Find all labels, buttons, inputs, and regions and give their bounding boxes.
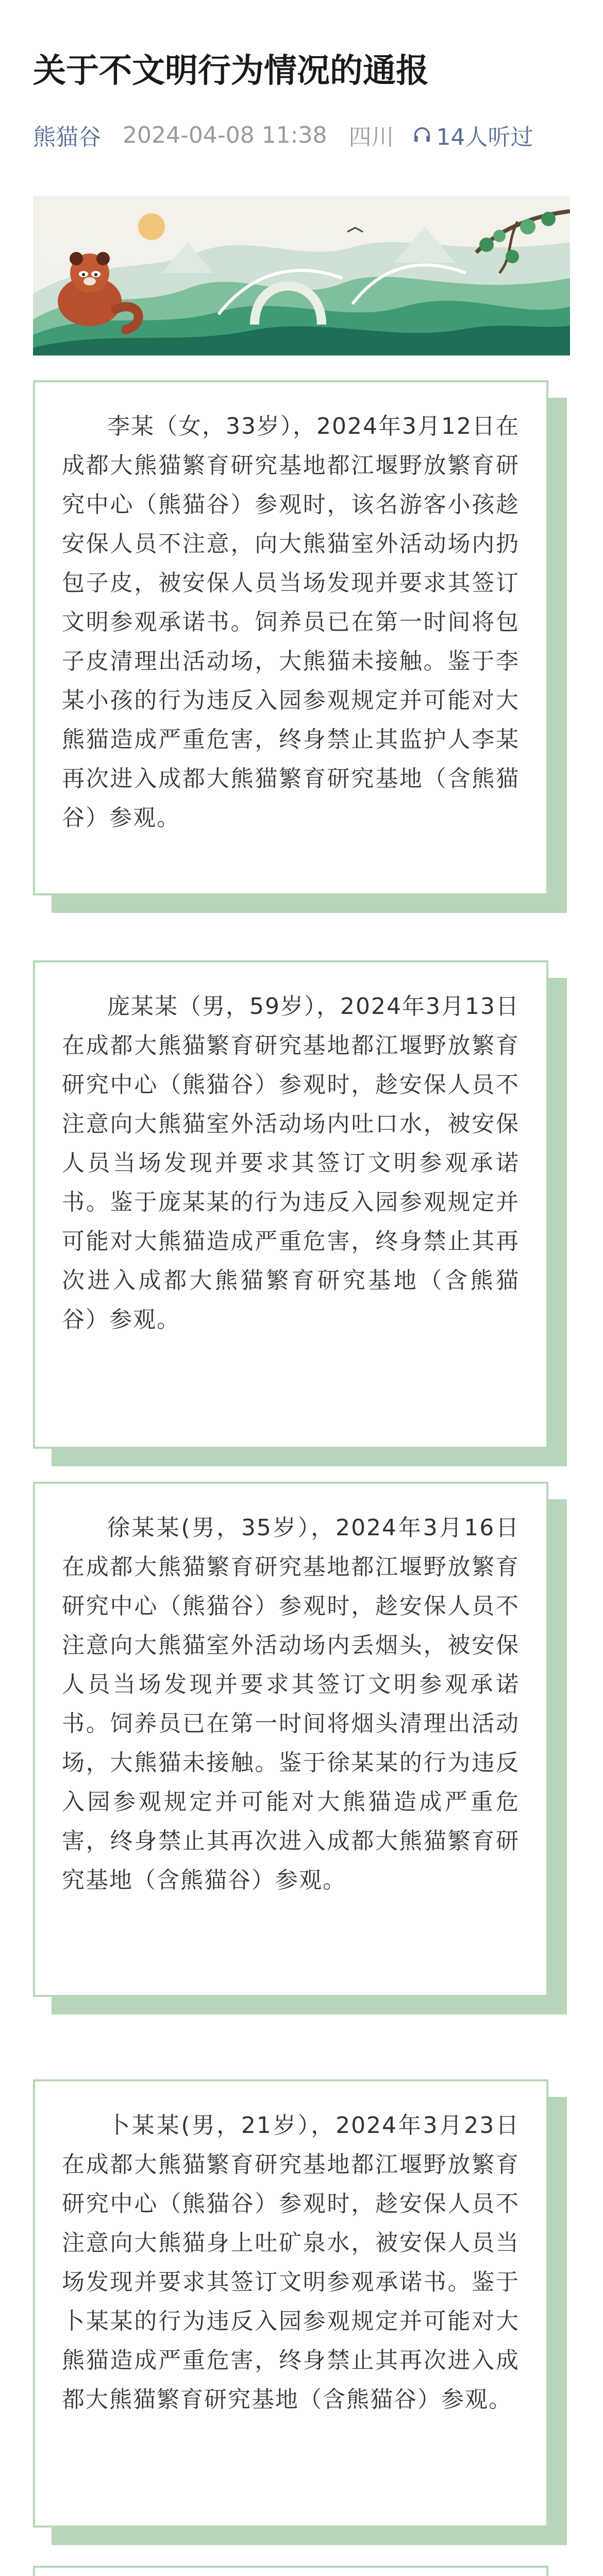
incident-card-1	[33, 380, 548, 895]
publish-region: 四川	[348, 124, 394, 150]
article-meta	[33, 120, 533, 150]
header-banner-image	[33, 196, 570, 355]
incident-text-1: 李某（女，33岁），2024年3月12日在成都大熊猫繁育研究基地都江堰野放繁育研究中心（熊猫谷）参观时，该名游客小孩趁安保人员不注意，向大熊猫室外活动场内扔包子皮，被安保人员当场发现并要求其签订文明参观承诺书。饲养员已在第一时间将包子皮清理出活动场，大熊猫未接触。鉴于李某小孩的行为违反入园参观规定并可能对大熊猫造成严重危害，终身禁止其监护人李某再次进入成都大熊猫繁育研究基地（含熊猫谷）参观。	[62, 413, 520, 831]
incident-text-3: 徐某某(男，35岁），2024年3月16日在成都大熊猫繁育研究基地都江堰野放繁育研究中心（熊猫谷）参观时，趁安保人员不注意向大熊猫室外活动场内丢烟头，被安保人员当场发现并要求其签订文明参观承诺书。饲养员已在第一时间将烟头清理出活动场，大熊猫未接触。鉴于徐某某的行为违反入园参观规定并可能对大熊猫造成严重危害，终身禁止其再次进入成都大熊猫繁育研究基地（含熊猫谷）参观。	[62, 1515, 520, 1893]
listen-button[interactable]	[412, 118, 533, 151]
account-name-link[interactable]: 熊猫谷	[33, 124, 101, 150]
article-title: 关于不文明行为情况的通报	[33, 52, 429, 90]
incident-card-3	[33, 1482, 548, 1997]
publish-date: 2024-04-08 11:38	[123, 122, 327, 148]
listen-count: 14人听过	[436, 124, 533, 150]
incident-card-4	[33, 2079, 548, 2528]
incident-text-2: 庞某某（男，59岁），2024年3月13日在成都大熊猫繁育研究基地都江堰野放繁育研究中心（熊猫谷）参观时，趁安保人员不注意向大熊猫室外活动场内吐口水，被安保人员当场发现并要求其签订文明参观承诺书。鉴于庞某某的行为违反入园参观规定并可能对大熊猫造成严重危害，终身禁止其再次进入成都大熊猫繁育研究基地（含熊猫谷）参观。	[62, 993, 520, 1333]
incident-text-4: 卜某某(男，21岁），2024年3月23日在成都大熊猫繁育研究基地都江堰野放繁育研究中心（熊猫谷）参观时，趁安保人员不注意向大熊猫身上吐矿泉水，被安保人员当场发现并要求其签订文明参观承诺书。鉴于卜某某的行为违反入园参观规定并可能对大熊猫造成严重危害，终身禁止其再次进入成都大熊猫繁育研究基地（含熊猫谷）参观。	[62, 2112, 520, 2413]
headphones-icon	[412, 125, 432, 145]
incident-card-2	[33, 960, 548, 1449]
incident-card-5	[33, 2566, 548, 2576]
